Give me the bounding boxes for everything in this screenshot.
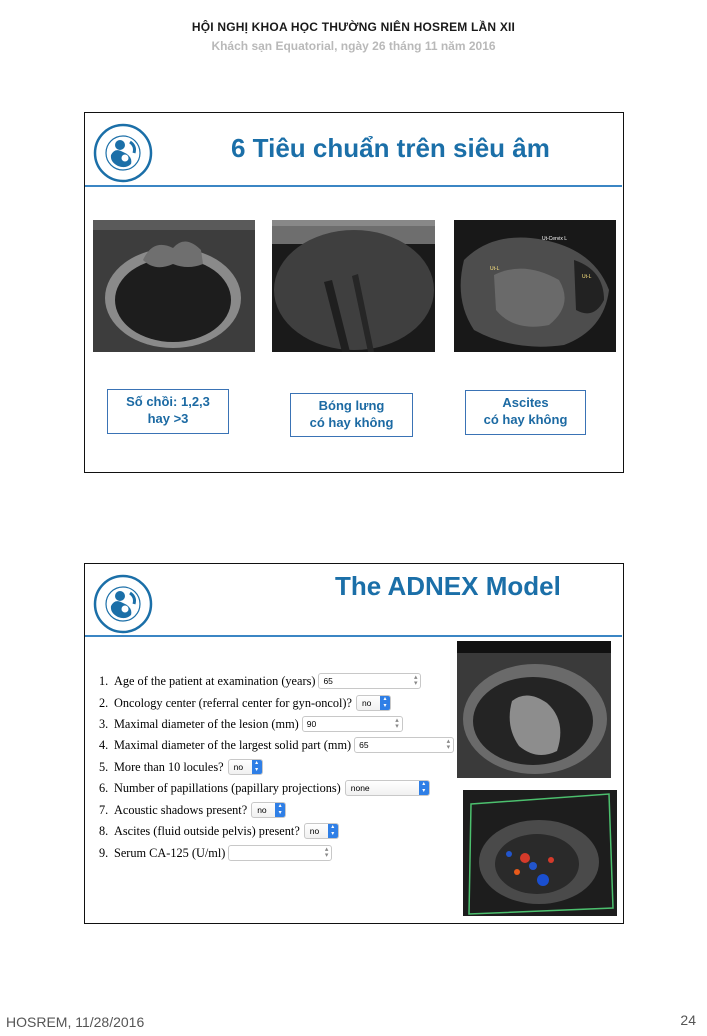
shadows-value: no	[257, 805, 267, 815]
row-number: 3.	[99, 716, 109, 731]
caption-line: có hay không	[483, 412, 568, 427]
title-divider	[85, 185, 622, 187]
ultrasound-image-ascites	[454, 220, 616, 352]
form-row-solid-diameter	[99, 736, 454, 754]
row-number: 8.	[99, 823, 109, 838]
ultrasound-image-papillations	[93, 220, 255, 352]
papillations-value: none	[350, 783, 370, 793]
spinner-icon[interactable]: ▴ ▾	[395, 717, 399, 730]
slide-criteria	[84, 112, 624, 473]
caption-line: Số chồi: 1,2,3	[126, 394, 210, 409]
row-number: 1.	[99, 673, 109, 688]
row-label: Acoustic shadows present?	[114, 802, 248, 817]
form-row-age	[99, 672, 421, 690]
caption-shadow	[290, 393, 413, 437]
select-arrow-icon: ▴ ▾	[419, 781, 429, 795]
row-number: 7.	[99, 802, 109, 817]
row-number: 5.	[99, 759, 109, 774]
form-row-papillations	[99, 779, 430, 797]
footer-date: HOSREM, 11/28/2016	[6, 1014, 145, 1030]
ascites-select[interactable]	[304, 823, 339, 839]
select-arrow-icon: ▴ ▾	[328, 824, 338, 838]
caption-line: hay >3	[147, 411, 189, 426]
caption-line: Bóng lưng	[318, 398, 385, 413]
solid-diameter-value: 65	[359, 740, 369, 750]
row-number: 9.	[99, 845, 109, 860]
caption-line: Ascites	[502, 395, 549, 410]
ascites-value: no	[309, 826, 320, 836]
spinner-icon[interactable]: ▴ ▾	[324, 846, 329, 859]
ultrasound-image-adnex-doppler	[463, 790, 617, 916]
spinner-icon[interactable]: ▴ ▾	[413, 674, 418, 687]
lesion-diameter-input[interactable]	[302, 716, 403, 732]
caption-papillations	[107, 389, 229, 434]
page-number: 24	[680, 1012, 696, 1028]
solid-diameter-input[interactable]	[354, 737, 454, 753]
image-label-cervix: Ut-Cervix L	[542, 236, 568, 242]
slide-adnex	[84, 563, 624, 924]
form-row-locules	[99, 758, 263, 776]
row-label: Maximal diameter of the lesion (mm)	[114, 716, 299, 731]
form-row-shadows	[99, 801, 286, 819]
oncology-select[interactable]	[356, 695, 391, 711]
conference-subtitle: Khách sạn Equatorial, ngày 26 tháng 11 năm 2016	[211, 39, 496, 53]
row-number: 2.	[99, 695, 109, 710]
row-label: Maximal diameter of the largest solid part (mm)	[114, 737, 352, 752]
conference-title: HỘI NGHỊ KHOA HỌC THƯỜNG NIÊN HOSREM LẦN XII	[191, 20, 516, 34]
page-header	[0, 20, 707, 53]
spinner-icon[interactable]: ▴ ▾	[446, 738, 451, 751]
row-label: Number of papillations (papillary projections)	[114, 780, 341, 795]
row-label: Oncology center (referral center for gyn-oncol)?	[114, 695, 352, 710]
oncology-value: no	[361, 698, 372, 708]
row-label: Ascites (fluid outside pelvis) present?	[114, 823, 300, 838]
form-row-ascites	[99, 822, 339, 840]
locules-select[interactable]	[228, 759, 263, 775]
row-label: Age of the patient at examination (years)	[114, 673, 316, 688]
title-divider	[85, 635, 622, 637]
ca125-input[interactable]	[228, 845, 332, 861]
lesion-diameter-value: 90	[306, 719, 317, 729]
caption-ascites	[465, 390, 586, 435]
papillations-select[interactable]	[345, 780, 430, 796]
row-number: 4.	[99, 737, 109, 752]
ultrasound-image-shadow	[272, 220, 435, 352]
image-label-ut-l-1: Ut-L	[490, 266, 500, 272]
row-label: Serum CA-125 (U/ml)	[114, 845, 226, 860]
shadows-select[interactable]	[251, 802, 286, 818]
form-row-ca125	[99, 844, 332, 862]
hospital-logo-icon	[93, 573, 153, 635]
form-row-lesion-diameter	[99, 715, 403, 733]
locules-value: no	[233, 762, 244, 772]
select-arrow-icon: ▴ ▾	[252, 760, 262, 774]
select-arrow-icon: ▴ ▾	[380, 696, 390, 710]
hospital-logo-icon	[93, 122, 153, 184]
row-label: More than 10 locules?	[114, 759, 224, 774]
slide-title: The ADNEX Model	[335, 571, 561, 601]
image-label-ut-l-2: Ut-L	[582, 274, 592, 280]
select-arrow-icon: ▴ ▾	[275, 803, 285, 817]
slide-title: 6 Tiêu chuẩn trên siêu âm	[231, 133, 550, 163]
ultrasound-image-adnex-grayscale	[457, 641, 611, 778]
row-number: 6.	[99, 780, 109, 795]
form-row-oncology	[99, 694, 391, 712]
age-value: 65	[323, 676, 333, 686]
age-input[interactable]	[318, 673, 421, 689]
caption-line: có hay không	[309, 415, 394, 430]
